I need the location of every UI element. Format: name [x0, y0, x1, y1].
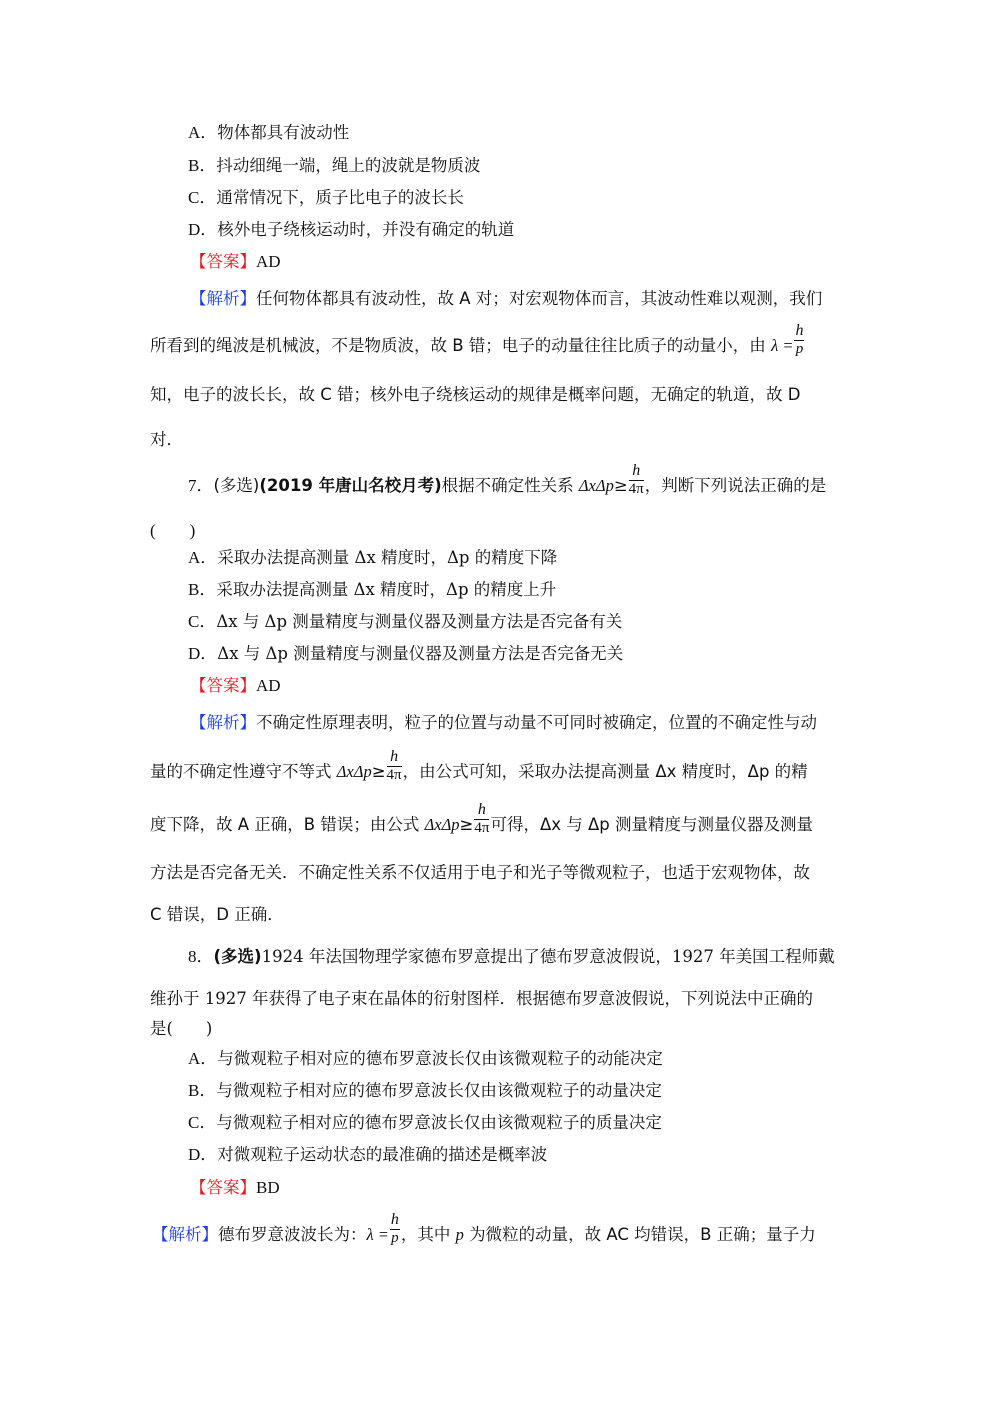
- fraction-numerator: h: [629, 463, 644, 481]
- q7-option-a: [188, 548, 557, 568]
- option-label: A．: [188, 1049, 218, 1068]
- analysis-tag: 【解析】: [190, 289, 256, 308]
- question-number: 8．: [188, 947, 214, 966]
- q7-analysis-line-5: [150, 905, 284, 925]
- geq-symbol: ≥: [613, 476, 628, 495]
- option-label: D．: [188, 644, 218, 663]
- stem-text: 1924 年法国物理学家德布罗意提出了德布罗意波假说，1927 年美国工程师戴: [261, 947, 835, 966]
- stem-text: 是( ): [150, 1019, 213, 1038]
- option-text: 与微观粒子相对应的德布罗意波长仅由该微观粒子的动能决定: [217, 1049, 663, 1068]
- analysis-text: 度下降，故 A 正确，B 错误；由公式: [150, 815, 425, 834]
- h-over-p-fraction: [794, 323, 804, 357]
- question-tag: (多选): [213, 476, 260, 495]
- fraction-numerator: h: [474, 802, 489, 820]
- stem-text: 维孙于 1927 年获得了电子束在晶体的衍射图样．根据德布罗意波假说，下列说法中正确的: [150, 989, 813, 1008]
- question-source: (2019 年唐山名校月考): [259, 476, 442, 495]
- option-text: 采取办法提高测量 Δx 精度时，Δp 的精度上升: [216, 580, 557, 599]
- q7-analysis-line-2: [150, 747, 808, 783]
- analysis-tag: 【解析】: [190, 713, 256, 732]
- option-label: B．: [188, 156, 217, 175]
- q7-answer-paren: [150, 521, 195, 541]
- analysis-text: 德布罗意波波长为：: [218, 1225, 367, 1244]
- option-label: C．: [188, 612, 217, 631]
- delta-x-delta-p: ΔxΔp: [424, 815, 460, 834]
- fraction-denominator: 4π: [386, 766, 402, 783]
- q7-analysis-line-1: [190, 713, 817, 733]
- geq-symbol: ≥: [371, 762, 386, 781]
- q7-answer: [190, 676, 281, 696]
- option-text: 物体都具有波动性: [217, 123, 350, 142]
- q7-option-c: [188, 612, 622, 632]
- answer-value: BD: [256, 1178, 280, 1197]
- h-over-p-fraction: [390, 1212, 400, 1246]
- q8-option-c: [188, 1113, 662, 1133]
- option-text: 通常情况下，质子比电子的波长长: [216, 188, 464, 207]
- question-number: 7．: [188, 476, 214, 495]
- h-over-4pi-fraction: [629, 463, 644, 497]
- analysis-text: 为微粒的动量，故 AC 均错误，B 正确；量子力: [463, 1225, 816, 1244]
- analysis-text: 方法是否完备无关．不确定性关系不仅适用于电子和光子等微观粒子，也适于宏观物体，故: [150, 863, 810, 882]
- answer-blank: ( ): [150, 521, 196, 540]
- option-label: A．: [188, 548, 218, 567]
- q6-analysis-line-3: [150, 385, 800, 405]
- q6-option-d: [188, 220, 514, 240]
- q8-option-d: [188, 1145, 547, 1165]
- analysis-tag: 【解析】: [152, 1225, 218, 1244]
- answer-value: AD: [256, 676, 281, 695]
- option-text: 采取办法提高测量 Δx 精度时，Δp 的精度下降: [217, 548, 558, 567]
- answer-tag: 【答案】: [190, 676, 256, 695]
- analysis-text: 对．: [150, 430, 183, 449]
- q6-analysis-line-4: [150, 430, 183, 450]
- momentum-variable: p: [455, 1225, 464, 1244]
- analysis-text: 所看到的绳波是机械波，不是物质波，故 B 错；电子的动量往往比质子的动量小，由: [150, 336, 766, 355]
- option-text: 核外电子绕核运动时，并没有确定的轨道: [217, 220, 515, 239]
- analysis-text: 不确定性原理表明，粒子的位置与动量不可同时被确定，位置的不确定性与动: [256, 713, 817, 732]
- q6-option-b: [188, 156, 480, 176]
- analysis-text: 任何物体都具有波动性，故 A 对；对宏观物体而言，其波动性难以观测，我们: [256, 289, 823, 308]
- analysis-text: 量的不确定性遵守不等式: [150, 762, 337, 781]
- option-text: 与微观粒子相对应的德布罗意波长仅由该微观粒子的质量决定: [216, 1113, 662, 1132]
- question-tag: (多选): [213, 947, 262, 966]
- lambda-symbol: λ =: [771, 336, 794, 355]
- analysis-text: ，由公式可知，采取办法提高测量 Δx 精度时，Δp 的精: [402, 762, 808, 781]
- answer-value: AD: [256, 252, 281, 271]
- option-label: A．: [188, 123, 218, 142]
- fraction-denominator: 4π: [474, 819, 490, 836]
- q7-option-d: [188, 644, 623, 664]
- analysis-text: C 错误，D 正确．: [150, 905, 284, 924]
- option-label: C．: [188, 188, 217, 207]
- option-text: 抖动细绳一端，绳上的波就是物质波: [216, 156, 481, 175]
- h-over-4pi-fraction: [474, 802, 489, 836]
- option-text: Δx 与 Δp 测量精度与测量仪器及测量方法是否完备有关: [216, 612, 623, 631]
- option-text: 与微观粒子相对应的德布罗意波长仅由该微观粒子的动量决定: [216, 1081, 662, 1100]
- geq-symbol: ≥: [459, 815, 474, 834]
- option-label: D．: [188, 220, 218, 239]
- fraction-denominator: 4π: [628, 480, 644, 497]
- q7-option-b: [188, 580, 556, 600]
- q8-stem-line-1: [188, 947, 835, 967]
- q8-option-b: [188, 1081, 662, 1101]
- delta-x-delta-p: ΔxΔp: [578, 476, 614, 495]
- q6-analysis-line-1: [190, 289, 822, 309]
- q6-option-a: [188, 123, 349, 143]
- answer-tag: 【答案】: [190, 1178, 256, 1197]
- option-label: B．: [188, 1081, 217, 1100]
- h-over-4pi-fraction: [387, 749, 402, 783]
- q8-answer: [190, 1178, 280, 1198]
- fraction-denominator: p: [391, 1229, 399, 1246]
- q8-analysis-line-1: [152, 1210, 816, 1246]
- q7-analysis-line-4: [150, 863, 810, 883]
- q8-stem-line-3: [150, 1019, 212, 1039]
- q6-answer: [190, 252, 281, 272]
- q8-stem-line-2: [150, 989, 813, 1009]
- q6-option-c: [188, 188, 464, 208]
- fraction-numerator: h: [387, 749, 402, 767]
- option-label: D．: [188, 1145, 218, 1164]
- q8-option-a: [188, 1049, 663, 1069]
- fraction-denominator: p: [795, 340, 804, 357]
- answer-tag: 【答案】: [190, 252, 256, 271]
- stem-text: 根据不确定性关系: [441, 476, 579, 495]
- lambda-symbol: λ =: [366, 1225, 389, 1244]
- delta-x-delta-p: ΔxΔp: [336, 762, 372, 781]
- stem-text: ，判断下列说法正确的是: [644, 476, 827, 495]
- option-text: Δx 与 Δp 测量精度与测量仪器及测量方法是否完备无关: [217, 644, 624, 663]
- fraction-numerator: h: [390, 1210, 399, 1228]
- q6-analysis-line-2: [150, 321, 805, 357]
- option-text: 对微观粒子运动状态的最准确的描述是概率波: [217, 1145, 548, 1164]
- option-label: C．: [188, 1113, 217, 1132]
- q7-analysis-line-3: [150, 800, 814, 836]
- analysis-text: 知，电子的波长长，故 C 错；核外电子绕核运动的规律是概率问题，无确定的轨道，故 D: [150, 385, 801, 404]
- fraction-numerator: h: [795, 321, 804, 339]
- analysis-text: 可得，Δx 与 Δp 测量精度与测量仪器及测量: [490, 815, 814, 834]
- option-label: B．: [188, 580, 217, 599]
- analysis-text: ，其中: [400, 1225, 456, 1244]
- q7-stem: [188, 461, 827, 497]
